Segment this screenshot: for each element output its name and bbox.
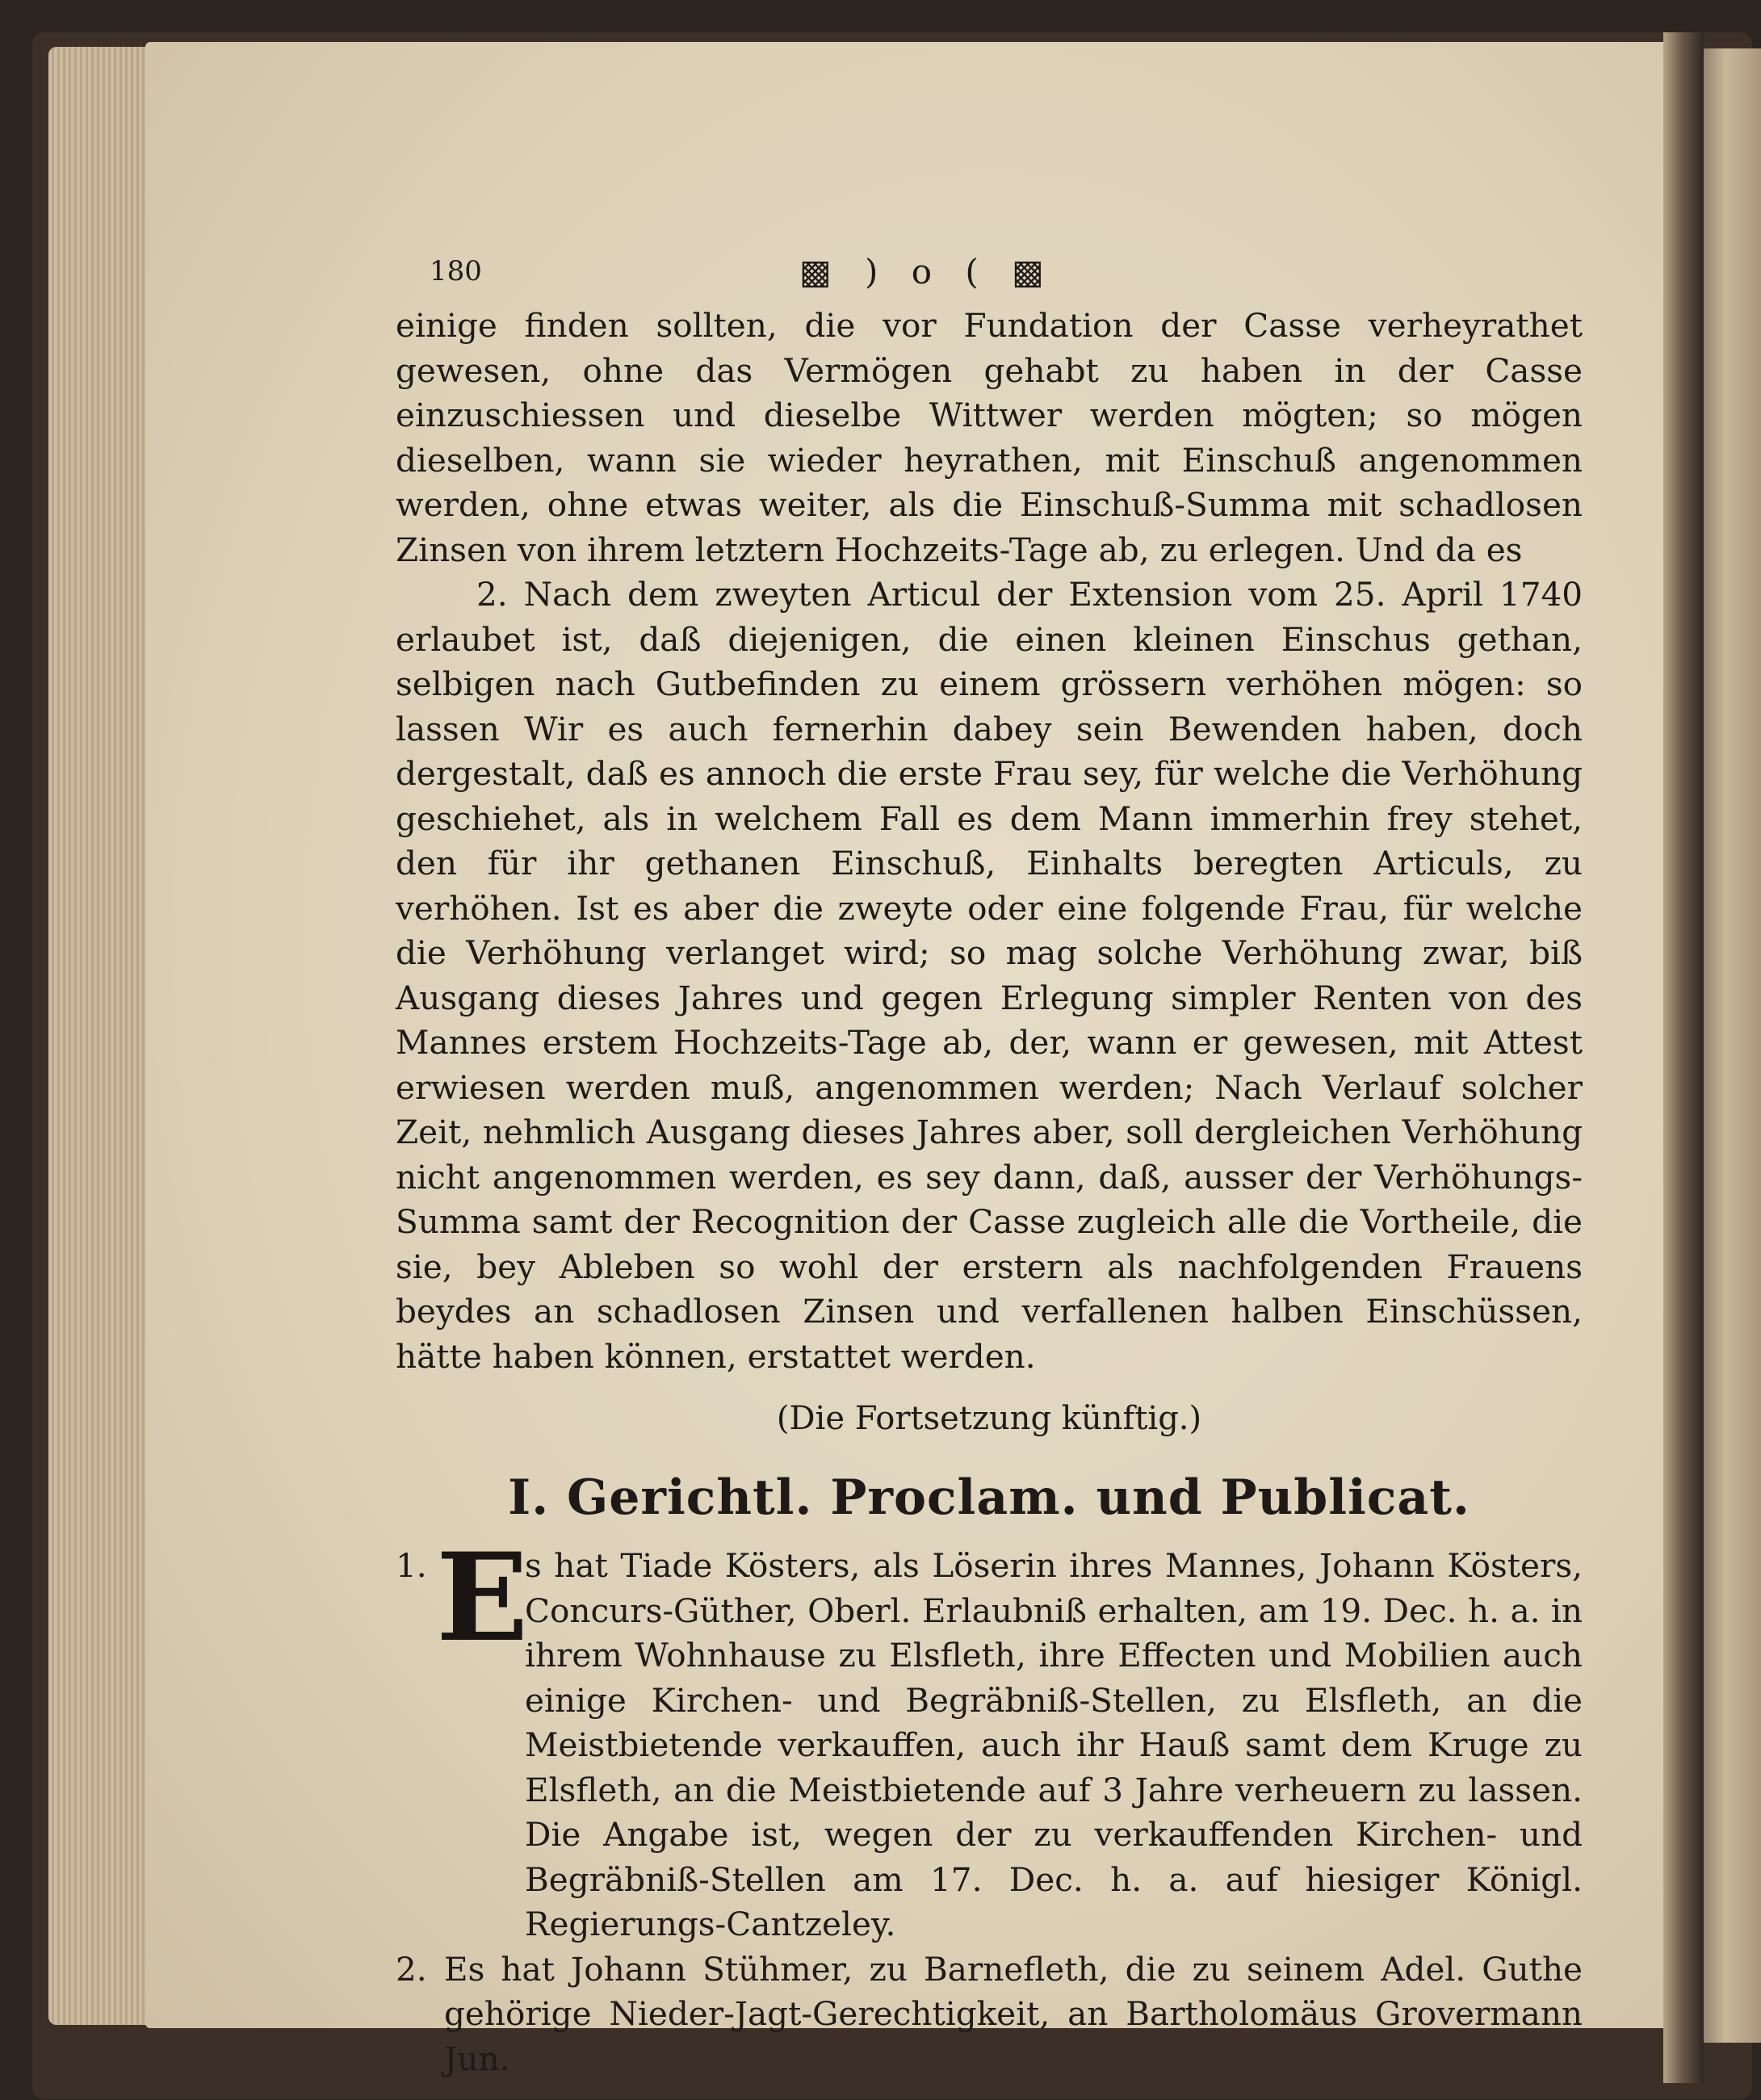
list-item xyxy=(396,1947,1583,2082)
facing-page-edge xyxy=(1700,48,1761,2043)
section-title: I. Gerichtl. Proclam. und Publicat. xyxy=(508,1469,1470,1526)
paragraph-continuation: einige finden sollten, die vor Fundation der Casse verheyrathet gewesen, ohne das Vermögen gehabt zu haben in der Casse einzuschiessen und dieselbe Wittwer werden mögten; so mögen dieselben, wann sie wieder heyrathen, mit Einschuß angenommen werden, ohne etwas weiter, als die Einschuß-Summa mit schadlosen Zinsen von ihrem letztern Hochzeits-Tage ab, zu erlegen. Und da es xyxy=(396,306,1583,569)
entry-text: s hat Tiade Kösters, als Löserin ihres Mannes, Johann Kösters, Concurs-Güther, Oberl. Erlaubniß erhalten, am 19. Dec. h. a. in ihrem Wohnhause zu Elsfleth, ihre Effecten und Mobilien auch einige Kirchen- und Begräbniß-Stellen, zu Elsfleth, an die Meistbietende verkauffen, auch ihr Hauß samt dem Kruge zu Elsfleth, an die Meistbietende auf 3 Jahre verheuern zu lassen. Die Angabe ist, wegen der zu verkauffenden Kirchen- und Begräbniß-Stellen am 17. Dec. h. a. auf hiesiger Königl. Regierungs-Cantzeley. xyxy=(525,1546,1583,1943)
continuation-note: (Die Fortsetzung künftig.) xyxy=(776,1400,1202,1437)
list-item xyxy=(396,1527,1583,1947)
book-gutter xyxy=(1663,32,1704,2083)
page-number: 180 xyxy=(430,255,482,287)
entry-number: 1. xyxy=(396,1546,427,1585)
paragraph-article-2: 2. Nach dem zweyten Articul der Extension vom 25. April 1740 erlaubet ist, daß diejenigen, die einen kleinen Einschus gethan, selbigen nach Gutbefinden zu einem grössern verhöhen mögen: so lassen Wir es auch fernerhin dabey sein Bewenden haben, doch dergestalt, daß es annoch die erste Frau sey, für welche die Verhöhung geschiehet, als in welchem Fall es dem Mann immerhin frey stehet, den für ihr gethanen Einschuß, Einhalts beregten Articuls, zu verhöhen. Ist es aber die zweyte oder eine folgende Frau, für welche die Verhöhung verlanget wird; so mag solche Verhöhung zwar, biß Ausgang dieses Jahres und gegen Erlegung simpler Renten von des Mannes erstem Hochzeits-Tage ab, der, wann er gewesen, mit Attest erwiesen werden muß, angenommen werden; Nach Verlauf solcher Zeit, nehmlich Ausgang dieses Jahres aber, soll dergleichen Verhöhung nicht angenommen werden, es sey dann, daß, ausser der Verhöhungs-Summa samt der Recognition der Casse zugleich alle die Vortheile, die sie, bey Ableben so wohl der erstern als nachfolgenden Frauens beydes an schadlosen Zinsen und verfallenen halben Einschüssen, hätte haben können, erstattet werden. xyxy=(396,575,1583,1376)
drop-cap: E xyxy=(436,1527,529,1669)
body-text xyxy=(396,304,1583,1379)
text-block xyxy=(396,252,1583,2081)
page-edges xyxy=(48,47,153,2025)
entry-text: Es hat Johann Stühmer, zu Barnefleth, die zu seinem Adel. Guthe gehörige Nieder-Jagt-Gerechtigkeit, an Bartholomäus Grovermann Jun. xyxy=(444,1949,1583,2078)
entry-number: 2. xyxy=(396,1949,427,1989)
page-header xyxy=(396,252,1583,304)
header-ornament: ▩ ) o ( ▩ xyxy=(799,252,1055,291)
